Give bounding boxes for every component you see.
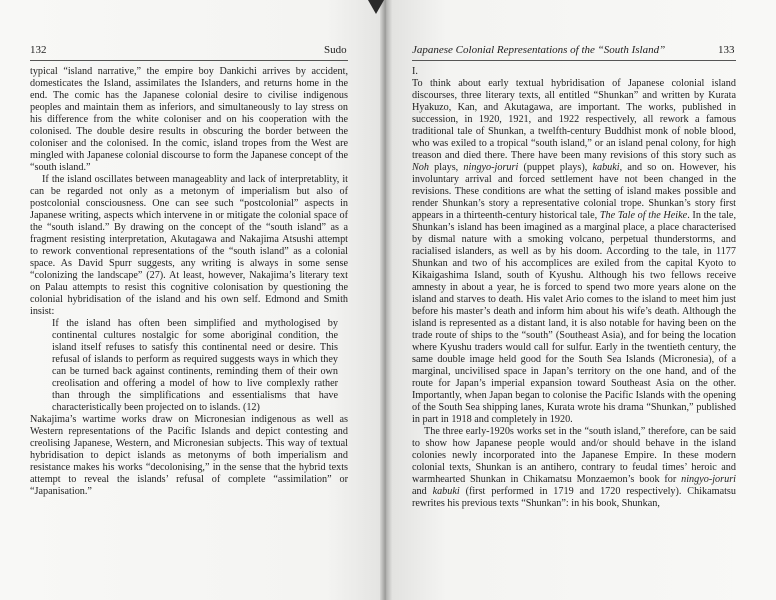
section-heading: I. (412, 66, 418, 77)
left-paragraph-3: Nakajima’s wartime works draw on Micronesian indigenous as well as Western representations of the Pacific Islands and depict contesting and creolising Japanese, Western, and Micronesian subjects. This way of textual hybridisation to depict islands as metonyms of both imperialism and resistance makes his works “decolonising,” in the sense that the hybrid texts attempt to reveal the islands’ refusal of complete “assimilation” or “Japanisation.” (30, 414, 348, 497)
block-quote: If the island has often been simplified and mythologised by continental cultures nostalgic for some aboriginal condition, the island itself refuses to satisfy this continental need or desire. This refusal of islands to perform as required suggests ways in which they can be turned back against continents, reminding them of their own creolisation and offering a model of how to live complexly rather than through the simplifications and essentialisms that have characteristically been projected on to islands. (12) (52, 318, 338, 413)
left-header-rule (30, 60, 348, 61)
right-paragraph-2: The three early-1920s works set in the “south island,” therefore, can be said to show how Japanese people would and/or should behave in the island colonies newly incorporated into the Japanese Empire. In these modern colonial texts, Shunkan is an antihero, contrary to feudal times’ heroic and warmhearted Shunkan in Chikamatsu Monzaemon’s book for ningyo-joruri and kabuki (first performed in 1719 and 1720 respectively). Chikamatsu rewrites his previous texts “Shunkan”: in his book, Shunkan, (412, 426, 736, 509)
left-page-number: 132 (30, 44, 47, 56)
right-running-head: Japanese Colonial Representations of the “South Island” (412, 44, 666, 56)
right-page (388, 0, 776, 600)
book-gutter (380, 0, 392, 600)
left-page (0, 0, 384, 600)
left-body-text (30, 66, 348, 498)
left-paragraph-1: typical “island narrative,” the empire boy Dankichi arrives by accident, domesticates the Island, assimilates the Islanders, and returns home in the end. The comic has the Japanese colonial desire to civilise indigenous peoples and maintain them as inferiors, and simultaneously to lay stress on his difference from the white coloniser and on his cooperation with the colonised. The double desire results in obscuring the border between the coloniser and the colonised. In the comic, island tropes from the West are mingled with Japanese colonial discourse to form the Japanese concept of the “south island.” (30, 66, 348, 173)
right-header-rule (412, 60, 736, 61)
left-running-head: Sudo (324, 44, 347, 56)
right-body-text (412, 66, 736, 510)
left-paragraph-2: If the island oscillates between manageablity and lack of interpretablity, it can be regarded not only as a metonym of imperialism but also of postcolonial consciousness. One can see such “postcolonial” aspects in Japanese writing, aspects which intervene in or mitigate the colonial space of the “south island.” By drawing on the concept of the “south island” as a fragment resisting interpretation, Akutagawa and Nakajima Atsushi attempt to rework conventional representations of the “south island” as a colonial space. As David Spurr suggests, any writing is always in some sense “colonizing the landscape” (27). At least, however, Nakajima’s literary text on Palau attempts to resist this cognitive colonisation by questioning the colonial hybridisation of the island and his own self. Edmond and Smith insist: (30, 174, 348, 317)
right-page-number: 133 (718, 44, 735, 56)
right-paragraph-1: To think about early textual hybridisation of Japanese colonial island discourses, three literary texts, all entitled “Shunkan” and written by Kurata Hyakuzo, Kan, and Akutagawa, are important. The works, published in succession, in 1920, 1921, and 1922 respectively, all rework a famous traditional tale of Shunkan, a twelfth-century Buddhist monk of noble blood, who was exiled to a tropical “south island,” or an island penal colony, for high treason and died there. There have been many revisions of this story such as Noh plays, ningyo-joruri (puppet plays), kabuki, and so on. However, his involuntary arrival and forced settlement have not been changed in the revisions. These conditions are what the setting of island makes possible and render Shunkan’s story a representative colonial trope. Shunkan’s story first appears in a thirteenth-century historical tale, The Tale of the Heike. In the tale, Shunkan’s island has been imagined as a marginal place, a place characterised by dismal nature with a smoking volcano, perpetual thunderstorms, and racialised islanders, as well as by his doom. According to the tale, in 1177 Shunkan and two of his accomplices are exiled from the capital Kyoto to Kikaigashima Island, south of Kyushu. Although his two fellows receive amnesty in about a year, he is forced to spend two more years alone on the island and starves to death. His valet Ario comes to the island to meet him just before his master’s death and inform him about his wife’s death. Although the island is represented as a distant land, it is also notable for having been on the trade route of ships to the “south” (Southeast Asia), and for being the location where Kyushu traders would call for sulfur. Early in the twentieth century, the same double image held good for the South Sea Islands (Micronesia), of a marginal, uncivilised space in Japan’s territory on the one hand, and of the route for Japan’s imperial expansion toward Southeast Asia on the other. Importantly, when Japan began to colonise the Pacific Islands with the opening of the South Sea shipping lanes, Kurata wrote his drama “Shunkan,” published in part in 1918 and completely in 1920. (412, 78, 736, 425)
bookmark-ribbon (368, 0, 384, 14)
